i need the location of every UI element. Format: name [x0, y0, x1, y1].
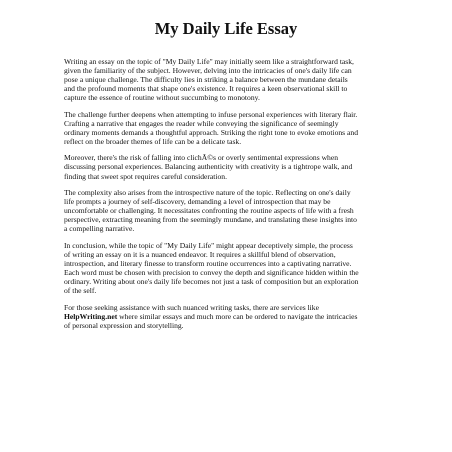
text-line: perspective, extracting meaning from the seemingly mundane, and translating these insights into: [64, 215, 357, 225]
text-line: of the self.: [64, 286, 97, 296]
text-line: Crafting a narrative that engages the reader while conveying the significance of seemingly: [64, 118, 339, 128]
text-line: reflect on the broader themes of life can be a delicate task.: [64, 136, 242, 146]
site-name: HelpWriting.net: [64, 311, 118, 321]
paragraph-4: [64, 188, 394, 233]
text-line: of personal expression and storytelling.: [64, 320, 184, 330]
text-line: Moreover, there's the risk of falling into clichÃ©s or overly sentimental expressions when: [64, 153, 339, 163]
page-title: My Daily Life Essay: [154, 19, 298, 38]
text-line: Writing an essay on the topic of "My Daily Life" may initially seem like a straightforward task,: [64, 57, 354, 66]
paragraph-2: [64, 110, 394, 146]
text-line: capture the essence of routine without succumbing to monotony.: [64, 93, 260, 103]
text-line: [64, 312, 394, 321]
closing-line-rest: where similar essays and much more can be ordered to navigate the intricacies: [117, 311, 358, 321]
text-line: ordinary moments demands a thoughtful approach. Striking the right tone to evoke emotions and: [64, 127, 358, 137]
text-line: ordinary. Writing about one's daily life becomes not just a task of composition but an exploration: [64, 276, 359, 286]
closing-paragraph: [64, 303, 394, 330]
text-line: and the profound moments that shape one's existence. It requires a keen observational skill to: [64, 84, 348, 94]
paragraph-5: [64, 241, 394, 295]
text-line: uncomfortable or challenging. It necessitates confronting the routine aspects of life with a fresh: [64, 206, 354, 216]
text-line: The challenge further deepens when attempting to infuse personal experiences with literary flair.: [64, 109, 358, 119]
text-line: discussing personal experiences. Balancing authenticity with creativity is a tightrope walk, and: [64, 162, 353, 172]
paragraph-3: [64, 153, 394, 180]
text-line: life prompts a journey of self-discovery, demanding a level of introspection that may be: [64, 197, 331, 207]
text-line: For those seeking assistance with such nuanced writing tasks, there are services like: [64, 302, 319, 312]
text-line: In conclusion, while the topic of "My Daily Life" might appear deceptively simple, the process: [64, 240, 353, 250]
text-line: given the familiarity of the subject. However, delving into the intricacies of one's daily life can: [64, 66, 352, 76]
text-line: The complexity also arises from the introspective nature of the topic. Reflecting on one's daily: [64, 188, 351, 198]
text-line: Each word must be chosen with precision to convey the depth and significance hidden within the: [64, 267, 359, 277]
paragraph-1: [64, 57, 394, 102]
text-line: introspection, and literary finesse to transform routine occurrences into a captivating narrative.: [64, 258, 352, 268]
text-line: a compelling narrative.: [64, 224, 135, 234]
text-line: of writing an essay on it is a nuanced endeavor. It requires a skillful blend of observation,: [64, 249, 336, 259]
text-line: pose a unique challenge. The difficulty lies in striking a balance between the mundane details: [64, 75, 348, 85]
text-line: finding that sweet spot requires careful consideration.: [64, 171, 228, 181]
essay-body: [64, 57, 394, 337]
